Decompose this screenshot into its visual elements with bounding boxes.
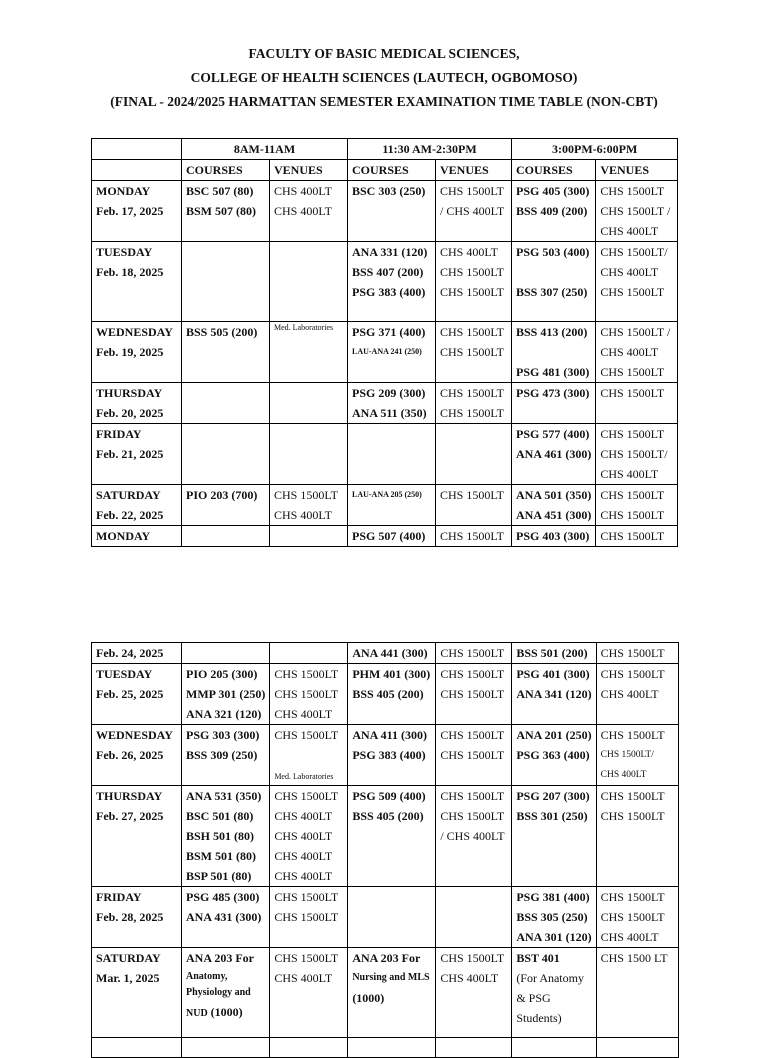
venue-entry: CHS 1500LT — [440, 406, 504, 420]
venue-entry: CHS 1500LT — [440, 687, 505, 701]
venues-cell — [596, 887, 678, 948]
timetable-page-2 — [91, 642, 679, 1058]
courses-cell — [512, 181, 596, 242]
venue-entry: CHS 1500LT — [600, 910, 665, 924]
venue-entry: CHS 1500LT — [274, 667, 339, 681]
day-name: FRIDAY — [96, 427, 142, 441]
course-entry — [516, 342, 591, 362]
venue-entry: CHS 1500LT — [600, 890, 665, 904]
venue-entry: CHS 1500LT — [440, 265, 504, 279]
venue-entry: CHS 1500LT — [274, 890, 339, 904]
venue-entry: CHS 1500LT — [440, 386, 504, 400]
course-entry: PSG 381 (400) — [516, 890, 590, 904]
venue-entry: CHS 1500LT — [600, 386, 665, 400]
course-entry: BSS 309 (250) — [186, 748, 258, 762]
course-entry: BSP 501 (80) — [186, 869, 252, 883]
venue-entry: CHS 400LT — [274, 829, 333, 843]
course-entry: ANA 411 (300) — [352, 728, 427, 742]
course-entry: BSC 507 (80) — [186, 184, 254, 198]
title-line-3: (FINAL - 2024/2025 HARMATTAN SEMESTER EXAMINATION TIME TABLE (NON-CBT) — [110, 94, 658, 109]
courses-cell — [348, 948, 436, 1038]
venue-entry: CHS 1500LT — [274, 488, 338, 502]
course-entry: (For Anatomy — [516, 971, 584, 985]
venue-entry: CHS 400LT — [274, 184, 332, 198]
venues-cell — [436, 664, 512, 725]
venue-entry: CHS 400LT — [600, 345, 659, 359]
venues-cell — [596, 485, 678, 526]
venue-entry: CHS 1500LT — [600, 488, 665, 502]
venues-cell — [436, 383, 512, 424]
courses-cell — [512, 485, 596, 526]
courses-cell — [182, 242, 270, 322]
course-entry: PSG 363 (400) — [516, 748, 590, 762]
day-date: Feb. 26, 2025 — [96, 748, 164, 762]
courses-cell — [348, 887, 436, 948]
venue-entry: CHS 1500LT — [440, 748, 505, 762]
course-entry: PSG 405 (300) — [516, 184, 590, 198]
courses-cell — [348, 181, 436, 242]
course-entry: PHM 401 (300) — [352, 667, 431, 681]
course-entry: LAU-ANA 241 (250) — [352, 347, 422, 356]
venues-cell — [436, 786, 512, 887]
day-cell — [92, 181, 182, 242]
slot-1-header: 8AM-11AM — [182, 139, 348, 160]
course-entry: PSG 509 (400) — [352, 789, 426, 803]
timetable-page-1 — [91, 138, 678, 547]
venue-entry: CHS 1500LT — [274, 951, 339, 965]
courses-cell — [348, 424, 436, 485]
day-cell — [92, 887, 182, 948]
course-entry: BSC 303 (250) — [352, 184, 426, 198]
venue-entry: CHS 1500LT — [440, 325, 504, 339]
day-name: SATURDAY — [96, 951, 161, 965]
courses-cell — [512, 424, 596, 485]
day-name: WEDNESDAY — [96, 325, 173, 339]
course-entry: NUD — [186, 1008, 208, 1019]
venue-entry: CHS 400LT — [600, 930, 659, 944]
venue-entry: CHS 1500LT — [274, 687, 339, 701]
day-date: Feb. 18, 2025 — [96, 265, 164, 279]
course-entry: PSG 383 (400) — [352, 748, 426, 762]
course-entry: BSH 501 (80) — [186, 829, 255, 843]
day-date: Mar. 1, 2025 — [96, 971, 160, 985]
venue-entry: CHS 400LT — [274, 707, 333, 721]
day-cell — [92, 322, 182, 383]
venue-entry: CHS 1500LT — [600, 789, 665, 803]
venues-header: VENUES — [596, 160, 678, 181]
venue-entry: CHS 400LT — [274, 809, 333, 823]
venue-entry: CHS 1500LT — [440, 728, 505, 742]
table-row — [92, 181, 678, 242]
title-line-1: FACULTY OF BASIC MEDICAL SCIENCES, — [248, 46, 520, 61]
venue-entry: CHS 1500LT — [274, 789, 339, 803]
course-entry: PSG 577 (400) — [516, 427, 590, 441]
courses-cell — [348, 322, 436, 383]
course-entry: ANA 431 (300) — [186, 910, 262, 924]
course-entry: BSM 507 (80) — [186, 204, 256, 218]
course-entry: ANA 441 (300) — [352, 646, 428, 660]
venue-entry: CHS 400LT — [274, 971, 333, 985]
courses-cell — [182, 948, 270, 1038]
course-entry: ANA 301 (120) — [516, 930, 592, 944]
day-name: MONDAY — [96, 184, 151, 198]
venue-entry: CHS 400LT — [440, 971, 499, 985]
table-row — [92, 424, 678, 485]
day-date: Feb. 21, 2025 — [96, 447, 164, 461]
courses-cell — [512, 887, 596, 948]
venues-cell — [596, 1038, 678, 1058]
venue-entry: CHS 1500LT — [600, 508, 665, 522]
venues-cell — [270, 181, 348, 242]
courses-cell — [182, 1038, 270, 1058]
venue-entry: CHS 1500LT — [600, 365, 665, 379]
day-cell — [92, 424, 182, 485]
venue-entry: CHS 400LT — [600, 265, 659, 279]
table-row — [92, 1038, 679, 1058]
courses-cell — [182, 887, 270, 948]
course-entry: PSG 207 (300) — [516, 789, 590, 803]
venues-cell — [436, 643, 512, 664]
venues-cell — [270, 887, 348, 948]
courses-cell — [348, 643, 436, 664]
course-entry: (1000) — [352, 991, 385, 1005]
course-entry: PIO 205 (300) — [186, 667, 258, 681]
venue-entry: / CHS 400LT — [440, 829, 505, 843]
courses-cell — [182, 181, 270, 242]
venue-entry: / CHS 400LT — [440, 204, 505, 218]
courses-cell — [182, 424, 270, 485]
table-row — [92, 725, 679, 786]
venues-cell — [270, 242, 348, 322]
course-entry: BSS 305 (250) — [516, 910, 588, 924]
day-cell — [92, 664, 182, 725]
day-name: THURSDAY — [96, 789, 163, 803]
courses-cell — [512, 526, 596, 547]
course-entry: BSS 409 (200) — [516, 204, 588, 218]
venue-entry: CHS 1500LT — [274, 728, 339, 742]
venues-cell — [270, 786, 348, 887]
day-name: WEDNESDAY — [96, 728, 173, 742]
venues-cell — [436, 485, 512, 526]
course-entry: BSS 505 (200) — [186, 325, 258, 339]
courses-cell — [512, 242, 596, 322]
venues-cell — [596, 424, 678, 485]
day-cell — [92, 948, 182, 1038]
venue-entry: Med. Laboratories — [274, 323, 334, 332]
venue-entry: CHS 1500LT — [600, 646, 665, 660]
course-entry: LAU-ANA 205 (250) — [352, 490, 422, 499]
venue-entry: CHS 1500LT — [440, 345, 504, 359]
course-entry: MMP 301 (250) — [186, 687, 266, 701]
venue-entry: CHS 1500LT/ — [600, 750, 654, 760]
table-row — [92, 887, 679, 948]
day-date: Feb. 28, 2025 — [96, 910, 164, 924]
course-entry: ANA 501 (350) — [516, 488, 592, 502]
venues-cell — [270, 1038, 348, 1058]
courses-cell — [348, 786, 436, 887]
courses-cell — [348, 725, 436, 786]
venues-cell — [436, 181, 512, 242]
course-entry: Physiology and — [186, 987, 251, 998]
venues-cell — [270, 383, 348, 424]
venue-entry: CHS 400LT — [600, 467, 659, 481]
course-entry: (1000) — [210, 1005, 243, 1019]
slot-2-header: 11:30 AM-2:30PM — [348, 139, 512, 160]
venue-entry: CHS 1500LT — [274, 910, 339, 924]
courses-cell — [512, 643, 596, 664]
courses-cell — [348, 242, 436, 322]
courses-cell — [182, 664, 270, 725]
venue-entry: CHS 1500 LT — [600, 951, 668, 965]
courses-cell — [182, 725, 270, 786]
corner-cell — [92, 139, 182, 160]
venues-cell — [270, 948, 348, 1038]
venue-entry: CHS 400LT — [440, 245, 498, 259]
table-row — [92, 643, 679, 664]
course-entry: PSG 371 (400) — [352, 325, 426, 339]
course-entry: PIO 203 (700) — [186, 488, 258, 502]
venue-entry: CHS 400LT — [274, 849, 333, 863]
courses-cell — [348, 526, 436, 547]
course-entry: ANA 321 (120) — [186, 707, 262, 721]
venues-cell — [596, 725, 678, 786]
courses-cell — [512, 1038, 596, 1058]
table-row — [92, 948, 679, 1038]
course-entry: PSG 507 (400) — [352, 529, 426, 543]
venues-cell — [436, 322, 512, 383]
courses-cell — [512, 322, 596, 383]
day-date: Feb. 22, 2025 — [96, 508, 164, 522]
courses-cell — [512, 948, 596, 1038]
course-entry: PSG 303 (300) — [186, 728, 260, 742]
title-line-2: COLLEGE OF HEALTH SCIENCES (LAUTECH, OGBOMOSO) — [190, 70, 578, 85]
venue-entry: CHS 1500LT — [440, 646, 505, 660]
venues-cell — [270, 424, 348, 485]
course-entry: & PSG — [516, 991, 551, 1005]
course-entry: BSS 405 (200) — [352, 809, 424, 823]
course-entry: BSS 501 (200) — [516, 646, 588, 660]
course-entry: Students) — [516, 1011, 562, 1025]
course-entry: Nursing and MLS — [352, 972, 430, 983]
slot-header-row — [92, 139, 678, 160]
venues-cell — [436, 242, 512, 322]
venues-cell — [596, 948, 678, 1038]
courses-cell — [512, 786, 596, 887]
venue-entry — [274, 745, 343, 765]
course-entry: PSG 401 (300) — [516, 667, 590, 681]
course-entry: PSG 503 (400) — [516, 245, 590, 259]
venues-cell — [270, 526, 348, 547]
day-cell — [92, 1038, 182, 1058]
venue-entry: CHS 400LT — [600, 224, 659, 238]
courses-cell — [348, 383, 436, 424]
courses-cell — [512, 383, 596, 424]
course-entry: ANA 203 For — [186, 951, 254, 965]
venue-entry: CHS 1500LT — [440, 789, 505, 803]
venues-cell — [596, 383, 678, 424]
column-header-row — [92, 160, 678, 181]
courses-header: COURSES — [512, 160, 596, 181]
course-entry: BSM 501 (80) — [186, 849, 256, 863]
course-entry: ANA 331 (120) — [352, 245, 428, 259]
courses-cell — [182, 383, 270, 424]
table-row — [92, 786, 679, 887]
venues-cell — [596, 786, 678, 887]
course-entry: BSS 307 (250) — [516, 285, 588, 299]
courses-cell — [182, 526, 270, 547]
day-cell — [92, 383, 182, 424]
venue-entry: CHS 1500LT — [600, 529, 665, 543]
venues-cell — [596, 643, 678, 664]
venue-entry: CHS 400LT — [600, 687, 659, 701]
course-entry — [516, 262, 591, 282]
day-date: Feb. 19, 2025 — [96, 345, 164, 359]
day-name: TUESDAY — [96, 667, 153, 681]
venues-cell — [436, 526, 512, 547]
venue-entry: CHS 1500LT — [440, 488, 504, 502]
venues-cell — [270, 485, 348, 526]
day-cell — [92, 725, 182, 786]
venues-header: VENUES — [436, 160, 512, 181]
venue-entry: CHS 400LT — [600, 770, 647, 780]
venues-cell — [270, 725, 348, 786]
venues-cell — [436, 1038, 512, 1058]
course-entry: PSG 485 (300) — [186, 890, 260, 904]
venues-cell — [436, 424, 512, 485]
day-cell — [92, 786, 182, 887]
day-cell — [92, 643, 182, 664]
venue-entry: CHS 400LT — [274, 508, 332, 522]
day-date: Feb. 20, 2025 — [96, 406, 164, 420]
slot-3-header: 3:00PM-6:00PM — [512, 139, 678, 160]
venue-entry: CHS 400LT — [274, 869, 333, 883]
venue-entry: CHS 1500LT — [600, 809, 665, 823]
table-row — [92, 383, 678, 424]
venues-cell — [596, 526, 678, 547]
course-entry: PSG 383 (400) — [352, 285, 426, 299]
course-entry: ANA 451 (300) — [516, 508, 592, 522]
course-entry: BST 401 — [516, 951, 560, 965]
courses-cell — [348, 485, 436, 526]
courses-cell — [182, 643, 270, 664]
table-row — [92, 526, 678, 547]
venue-entry: CHS 1500LT — [600, 427, 665, 441]
course-entry: ANA 531 (350) — [186, 789, 262, 803]
day-cell — [92, 526, 182, 547]
day-date: Feb. 25, 2025 — [96, 687, 164, 701]
course-entry: PSG 473 (300) — [516, 386, 590, 400]
day-date: Feb. 24, 2025 — [96, 646, 164, 660]
day-date: Feb. 17, 2025 — [96, 204, 164, 218]
day-name: THURSDAY — [96, 386, 163, 400]
venues-cell — [596, 181, 678, 242]
venue-entry: Med. Laboratories — [274, 772, 334, 781]
venue-entry: CHS 1500LT / — [600, 204, 671, 218]
course-entry: BSC 501 (80) — [186, 809, 254, 823]
venue-entry: CHS 1500LT/ — [600, 245, 668, 259]
venue-entry: CHS 400LT — [274, 204, 332, 218]
day-header-cell — [92, 160, 182, 181]
course-entry: Anatomy, — [186, 971, 228, 982]
courses-cell — [348, 664, 436, 725]
venue-entry: CHS 1500LT — [600, 667, 665, 681]
course-entry: BSS 407 (200) — [352, 265, 424, 279]
venues-cell — [270, 322, 348, 383]
course-entry: PSG 209 (300) — [352, 386, 426, 400]
venues-cell — [436, 887, 512, 948]
day-cell — [92, 485, 182, 526]
day-name: FRIDAY — [96, 890, 142, 904]
table-row — [92, 664, 679, 725]
course-entry: PSG 403 (300) — [516, 529, 590, 543]
venue-entry: CHS 1500LT — [600, 728, 665, 742]
day-name: MONDAY — [96, 529, 151, 543]
course-entry: ANA 201 (250) — [516, 728, 592, 742]
venues-cell — [270, 664, 348, 725]
courses-cell — [182, 485, 270, 526]
venues-cell — [596, 242, 678, 322]
course-entry: ANA 341 (120) — [516, 687, 592, 701]
venues-header: VENUES — [270, 160, 348, 181]
courses-cell — [348, 1038, 436, 1058]
venue-entry: CHS 1500LT — [440, 529, 504, 543]
table-row — [92, 242, 678, 322]
courses-cell — [512, 664, 596, 725]
day-date: Feb. 27, 2025 — [96, 809, 164, 823]
course-entry: ANA 511 (350) — [352, 406, 427, 420]
course-entry: ANA 203 For — [352, 951, 421, 965]
venue-entry: CHS 1500LT — [440, 951, 505, 965]
day-name: TUESDAY — [96, 245, 153, 259]
venue-entry: CHS 1500LT — [440, 184, 504, 198]
course-entry: BSS 413 (200) — [516, 325, 588, 339]
course-entry: ANA 461 (300) — [516, 447, 592, 461]
courses-cell — [512, 725, 596, 786]
venue-entry: CHS 1500LT / — [600, 325, 671, 339]
venues-cell — [436, 948, 512, 1038]
day-cell — [92, 242, 182, 322]
courses-header: COURSES — [182, 160, 270, 181]
venue-entry: CHS 1500LT — [440, 285, 504, 299]
course-entry: PSG 481 (300) — [516, 365, 590, 379]
table-row — [92, 322, 678, 383]
day-name: SATURDAY — [96, 488, 161, 502]
venue-entry: CHS 1500LT/ — [600, 447, 668, 461]
venue-entry: CHS 1500LT — [600, 285, 665, 299]
courses-cell — [182, 322, 270, 383]
venue-entry: CHS 1500LT — [440, 667, 505, 681]
venues-cell — [596, 322, 678, 383]
table-row — [92, 485, 678, 526]
course-entry: BSS 405 (200) — [352, 687, 424, 701]
course-entry: BSS 301 (250) — [516, 809, 588, 823]
courses-cell — [182, 786, 270, 887]
venue-entry: CHS 1500LT — [600, 184, 665, 198]
venues-cell — [436, 725, 512, 786]
venues-cell — [596, 664, 678, 725]
courses-header: COURSES — [348, 160, 436, 181]
venues-cell — [270, 643, 348, 664]
venue-entry: CHS 1500LT — [440, 809, 505, 823]
